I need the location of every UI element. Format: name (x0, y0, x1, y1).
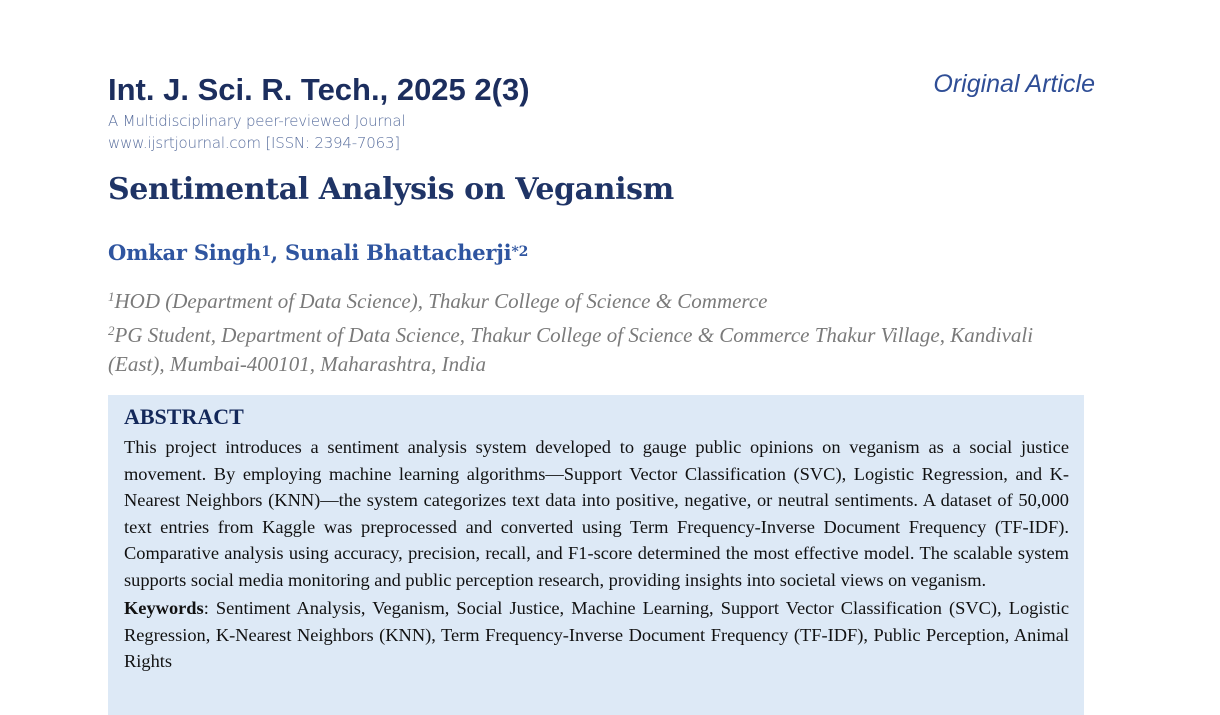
author-mark: 1 (261, 244, 271, 260)
author-name: Sunali Bhattacherji (285, 240, 512, 265)
abstract-heading: ABSTRACT (124, 404, 244, 429)
affiliation-text: HOD (Department of Data Science), Thakur College of Science & Commerce (114, 289, 768, 313)
abstract-text: This project introduces a sentiment analysis system developed to gauge public opinions on veganism as a social justice movement. By employing machine learning algorithms—Support Vector Classification (SVC), Logistic Regression, and K-Nearest Neighbors (KNN)—the system categorizes text data into positive, negative, or neutral sentiments. A dataset of 50,000 text entries from Kaggle was preprocessed and converted using Term Frequency-Inverse Document Frequency (TF-IDF). Comparative analysis using accuracy, precision, recall, and F1-score determined the most effective model. The scalable system supports social media monitoring and public perception research, providing insights into societal views on veganism. (124, 437, 1069, 590)
journal-website: www.ijsrtjournal.com [ISSN: 2394-7063] (108, 134, 400, 152)
article-type-label: Original Article (933, 70, 1095, 98)
author-separator: , (270, 240, 285, 265)
affiliations (108, 282, 1088, 379)
author-name: Omkar Singh (108, 240, 262, 265)
affiliation-text: PG Student, Department of Data Science, Thakur College of Science & Commerce Thakur Village, Kandivali (East), Mumbai-400101, Maharashtra, India (108, 323, 1034, 376)
paper-title: Sentimental Analysis on Veganism (108, 172, 674, 207)
author-mark: *2 (511, 244, 529, 260)
journal-subtitle-block (108, 110, 405, 154)
abstract-box (108, 395, 1084, 715)
keywords (124, 595, 1069, 675)
keywords-label: Keywords (124, 598, 204, 618)
keywords-text: : Sentiment Analysis, Veganism, Social Justice, Machine Learning, Support Vector Classification (SVC), Logistic Regression, K-Nearest Neighbors (KNN), Term Frequency-Inverse Document Frequency (TF-IDF), Public Perception, Animal Rights (124, 598, 1069, 671)
affiliation-mark: 2 (108, 323, 115, 338)
author-list (108, 240, 528, 265)
affiliation-1 (108, 282, 1088, 316)
affiliation-2 (108, 316, 1088, 379)
affiliation-mark: 1 (108, 289, 115, 304)
journal-subtitle: A Multidisciplinary peer-reviewed Journal (108, 112, 406, 130)
journal-title: Int. J. Sci. R. Tech., 2025 2(3) (108, 72, 530, 107)
abstract-content (124, 403, 1069, 675)
